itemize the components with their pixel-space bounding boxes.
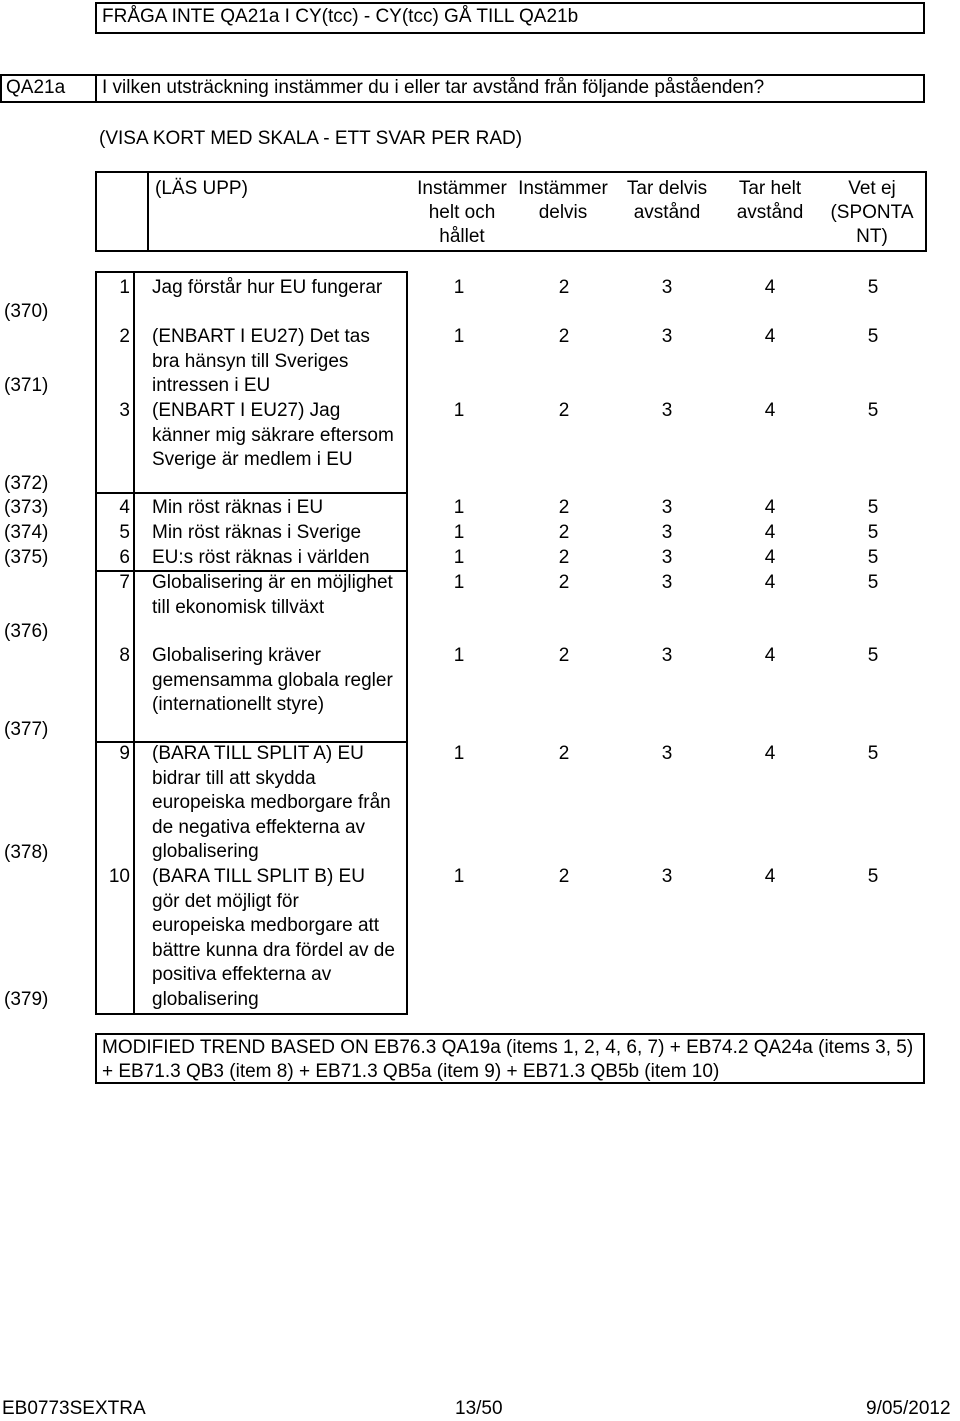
answer-option-5[interactable]: 5	[867, 866, 879, 887]
answer-option-5[interactable]: 5	[867, 743, 879, 764]
answer-option-1[interactable]: 1	[453, 497, 465, 518]
item-statement-line: gör det möjligt för	[152, 890, 299, 912]
answer-option-5[interactable]: 5	[867, 547, 879, 568]
column-header-3-line1: Tar delvis	[626, 178, 708, 199]
answer-option-1[interactable]: 1	[453, 645, 465, 666]
answer-option-3[interactable]: 3	[661, 743, 673, 764]
column-header-5-line3: NT)	[856, 226, 888, 247]
item-statement-line: globalisering	[152, 988, 259, 1010]
variable-code: (373)	[4, 497, 49, 518]
answer-option-5[interactable]: 5	[867, 645, 879, 666]
item-statement-line: Globalisering är en möjlighet	[152, 572, 393, 593]
answer-option-4[interactable]: 4	[764, 645, 776, 666]
item-statement-line: globalisering	[152, 841, 259, 862]
item-number: 6	[119, 547, 130, 568]
answer-option-1[interactable]: 1	[453, 547, 465, 568]
item-number: 3	[119, 400, 130, 421]
item-statement-line: Sverige är medlem i EU	[152, 449, 353, 470]
item-statement-line: bra hänsyn till Sveriges	[152, 350, 349, 372]
answer-option-2[interactable]: 2	[558, 326, 570, 347]
item-statement-line: positiva effekterna av	[152, 964, 332, 985]
answer-option-1[interactable]: 1	[453, 277, 465, 298]
variable-code: (378)	[4, 842, 49, 863]
answer-option-3[interactable]: 3	[661, 522, 673, 543]
item-statement-line: de negativa effekterna av	[152, 816, 366, 838]
answer-option-4[interactable]: 4	[764, 572, 776, 593]
show-card-instruction: (VISA KORT MED SKALA - ETT SVAR PER RAD)	[99, 128, 523, 149]
answer-option-1[interactable]: 1	[453, 522, 465, 543]
skip-instruction: FRÅGA INTE QA21a I CY(tcc) - CY(tcc) GÅ TILL QA21b	[102, 6, 579, 27]
answer-option-5[interactable]: 5	[867, 400, 879, 421]
variable-code: (374)	[4, 522, 49, 543]
answer-option-2[interactable]: 2	[558, 743, 570, 764]
answer-option-5[interactable]: 5	[867, 326, 879, 347]
answer-option-3[interactable]: 3	[661, 547, 673, 568]
variable-code: (370)	[4, 301, 49, 322]
item-statement-line: (ENBART I EU27) Jag	[152, 400, 341, 421]
answer-option-2[interactable]: 2	[558, 866, 570, 887]
item-statement-line: Min röst räknas i EU	[152, 497, 324, 518]
answer-option-5[interactable]: 5	[867, 277, 879, 298]
column-header-1-line1: Instämmer	[417, 178, 507, 199]
question-id: QA21a	[6, 77, 66, 98]
answer-option-4[interactable]: 4	[764, 866, 776, 887]
answer-option-4[interactable]: 4	[764, 326, 776, 347]
answer-option-4[interactable]: 4	[764, 743, 776, 764]
answer-option-5[interactable]: 5	[867, 572, 879, 593]
answer-option-2[interactable]: 2	[558, 572, 570, 593]
item-number: 9	[119, 743, 130, 764]
column-header-1-line2: helt och	[428, 202, 496, 223]
item-statement-line: Jag förstår hur EU fungerar	[152, 277, 383, 298]
answer-option-5[interactable]: 5	[867, 522, 879, 543]
column-header-1-line3: hållet	[439, 226, 485, 247]
answer-option-2[interactable]: 2	[558, 277, 570, 298]
column-header-4-line2: avstånd	[736, 202, 804, 223]
variable-code: (377)	[4, 719, 49, 740]
answer-option-3[interactable]: 3	[661, 326, 673, 347]
answer-option-4[interactable]: 4	[764, 400, 776, 421]
answer-option-4[interactable]: 4	[764, 277, 776, 298]
item-statement-line: Min röst räknas i Sverige	[152, 522, 362, 543]
answer-option-3[interactable]: 3	[661, 572, 673, 593]
answer-option-4[interactable]: 4	[764, 522, 776, 543]
column-header-4-line1: Tar helt	[738, 178, 802, 199]
trend-note: MODIFIED TREND BASED ON EB76.3 QA19a (items 1, 2, 4, 6, 7) + EB74.2 QA24a (items 3, 5) + EB71.3 QB3 (item 8) + EB71.3 QB5a (item 9) + EB71.3 QB5b (item 10)	[102, 1037, 914, 1082]
answer-option-2[interactable]: 2	[558, 497, 570, 518]
footer-survey-id: EB0773SEXTRA	[2, 1398, 146, 1419]
item-statement-line: bidrar till att skydda	[152, 767, 316, 789]
item-number: 7	[119, 572, 130, 593]
variable-code: (375)	[4, 547, 49, 568]
answer-option-1[interactable]: 1	[453, 326, 465, 347]
footer-date: 9/05/2012	[866, 1398, 951, 1419]
answer-option-4[interactable]: 4	[764, 497, 776, 518]
answer-option-5[interactable]: 5	[867, 497, 879, 518]
variable-code: (372)	[4, 473, 49, 494]
read-out-instruction: (LÄS UPP)	[155, 178, 248, 199]
answer-option-3[interactable]: 3	[661, 645, 673, 666]
item-number: 2	[119, 326, 130, 347]
answer-option-2[interactable]: 2	[558, 522, 570, 543]
item-statement-line: gemensamma globala regler	[152, 669, 393, 691]
item-statement-line: Globalisering kräver	[152, 645, 321, 666]
variable-code: (371)	[4, 375, 49, 396]
item-statement-line: europeiska medborgare att	[152, 915, 380, 936]
item-statement-line: intressen i EU	[152, 375, 271, 396]
item-statement-line: bättre kunna dra fördel av de	[152, 939, 395, 961]
answer-option-3[interactable]: 3	[661, 866, 673, 887]
item-statement-line: EU:s röst räknas i världen	[152, 547, 370, 568]
column-header-2-line1: Instämmer	[518, 178, 608, 199]
item-statement-line: känner mig säkrare eftersom	[152, 424, 394, 446]
item-statement-line: (BARA TILL SPLIT B) EU	[152, 866, 365, 887]
footer-page-number: 13/50	[455, 1398, 503, 1419]
variable-code: (379)	[4, 989, 49, 1010]
column-header-2-line2: delvis	[538, 202, 588, 223]
column-header-5-line2: (SPONTA	[830, 202, 914, 223]
answer-option-2[interactable]: 2	[558, 400, 570, 421]
answer-option-3[interactable]: 3	[661, 400, 673, 421]
answer-option-1[interactable]: 1	[453, 866, 465, 887]
item-statement-line: (internationellt styre)	[152, 694, 325, 715]
answer-option-3[interactable]: 3	[661, 277, 673, 298]
item-statement-line: (BARA TILL SPLIT A) EU	[152, 743, 364, 764]
item-statement-line: till ekonomisk tillväxt	[152, 596, 325, 618]
item-number: 10	[108, 866, 130, 887]
item-number: 8	[119, 645, 130, 666]
answer-option-2[interactable]: 2	[558, 547, 570, 568]
question-text: I vilken utsträckning instämmer du i eller tar avstånd från följande påståenden?	[102, 77, 765, 98]
answer-option-1[interactable]: 1	[453, 400, 465, 421]
answer-option-4[interactable]: 4	[764, 547, 776, 568]
answer-option-1[interactable]: 1	[453, 743, 465, 764]
answer-option-3[interactable]: 3	[661, 497, 673, 518]
item-number: 4	[119, 497, 130, 518]
item-number: 1	[119, 277, 130, 298]
variable-code: (376)	[4, 621, 49, 642]
answer-option-1[interactable]: 1	[453, 572, 465, 593]
item-statement-line: (ENBART I EU27) Det tas	[152, 326, 370, 347]
item-statement-line: europeiska medborgare från	[152, 792, 391, 813]
column-header-3-line2: avstånd	[633, 202, 701, 223]
answer-option-2[interactable]: 2	[558, 645, 570, 666]
column-header-5-line1: Vet ej	[848, 178, 896, 199]
item-number: 5	[119, 522, 130, 543]
